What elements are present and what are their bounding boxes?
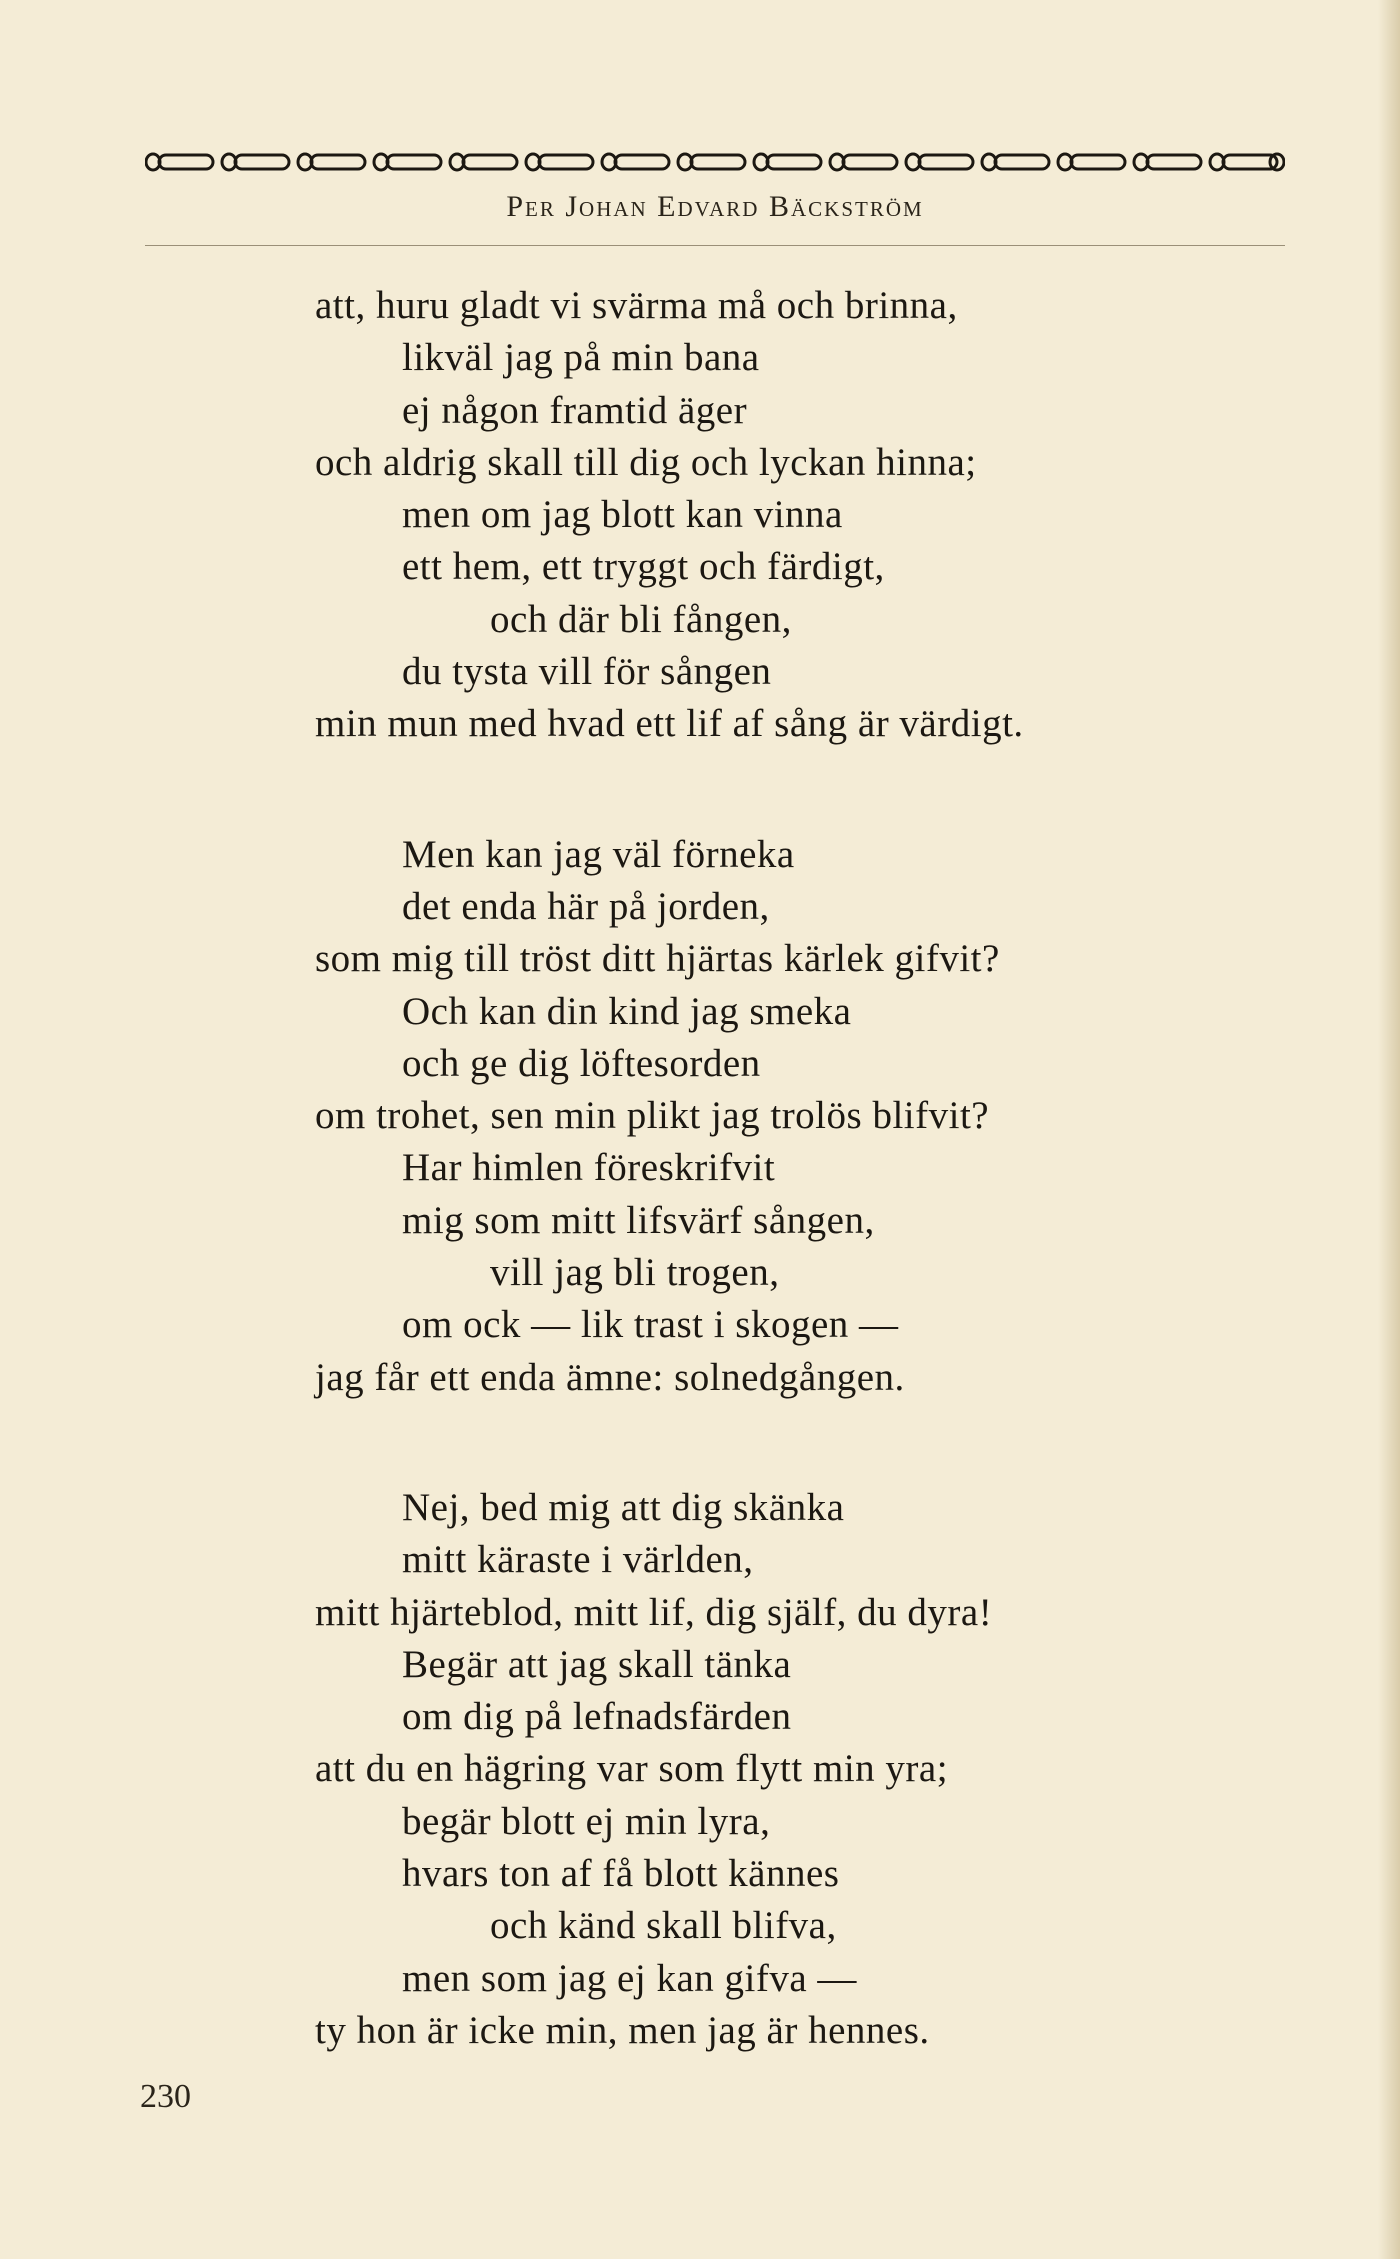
poem-line: och känd skall blifva, — [490, 1904, 837, 1948]
page-edge-shadow — [1378, 0, 1400, 2259]
poem-line: mitt hjärteblod, mitt lif, dig själf, du dyra! — [315, 1590, 993, 1634]
poem-line: Begär att jag skall tänka — [402, 1642, 792, 1686]
poem-line: begär blott ej min lyra, — [402, 1799, 771, 1843]
header-rule — [145, 245, 1285, 246]
poem-line: ej någon framtid äger — [402, 388, 748, 432]
poem-line: det enda här på jorden, — [402, 884, 770, 928]
poem-line: om dig på lefnadsfärden — [402, 1695, 792, 1739]
poem-line: du tysta vill för sången — [402, 650, 772, 694]
poem-line: som mig till tröst ditt hjärtas kärlek gifvit? — [315, 937, 1000, 981]
poem-line: Nej, bed mig att dig skänka — [402, 1485, 845, 1529]
poem-line: och där bli fången, — [490, 597, 792, 641]
poem-line: mitt käraste i världen, — [402, 1538, 754, 1582]
running-header: Per Johan Edvard Bäckström — [506, 190, 924, 223]
poem-line: Och kan din kind jag smeka — [402, 989, 852, 1033]
poem-line: min mun med hvad ett lif af sång är värdigt. — [315, 702, 1024, 746]
poem-line: Men kan jag väl förneka — [402, 832, 795, 876]
poem-line: mig som mitt lifsvärf sången, — [402, 1198, 875, 1242]
poem-line: men om jag blott kan vinna — [402, 493, 843, 537]
poem-body — [315, 280, 1265, 2135]
stanza — [315, 280, 1265, 751]
stanza — [315, 829, 1265, 1404]
header-ornament-chain — [145, 150, 1285, 174]
poem-line: ty hon är icke min, men jag är hennes. — [315, 2008, 930, 2052]
poem-line: att du en hägring var som flytt min yra; — [315, 1747, 949, 1791]
poem-line: Har himlen föreskrifvit — [402, 1146, 776, 1190]
poem-line: och aldrig skall till dig och lyckan hinna; — [315, 440, 977, 484]
poem-line: likväl jag på min bana — [402, 336, 760, 380]
poem-line: men som jag ej kan gifva — — [402, 1956, 857, 2000]
stanza — [315, 1482, 1265, 2057]
poem-line: vill jag bli trogen, — [490, 1251, 780, 1295]
poem-line: jag får ett enda ämne: solnedgången. — [315, 1355, 905, 1399]
poem-line: ett hem, ett tryggt och färdigt, — [402, 545, 885, 589]
page-number: 230 — [140, 2078, 191, 2115]
poem-line: att, huru gladt vi svärma må och brinna, — [315, 284, 958, 327]
poem-line: om trohet, sen min plikt jag trolös blifvit? — [315, 1094, 990, 1138]
poem-line: hvars ton af få blott kännes — [402, 1852, 840, 1896]
poem-line: om ock — lik trast i skogen — — [402, 1303, 899, 1347]
poem-line: och ge dig löftesorden — [402, 1041, 761, 1085]
